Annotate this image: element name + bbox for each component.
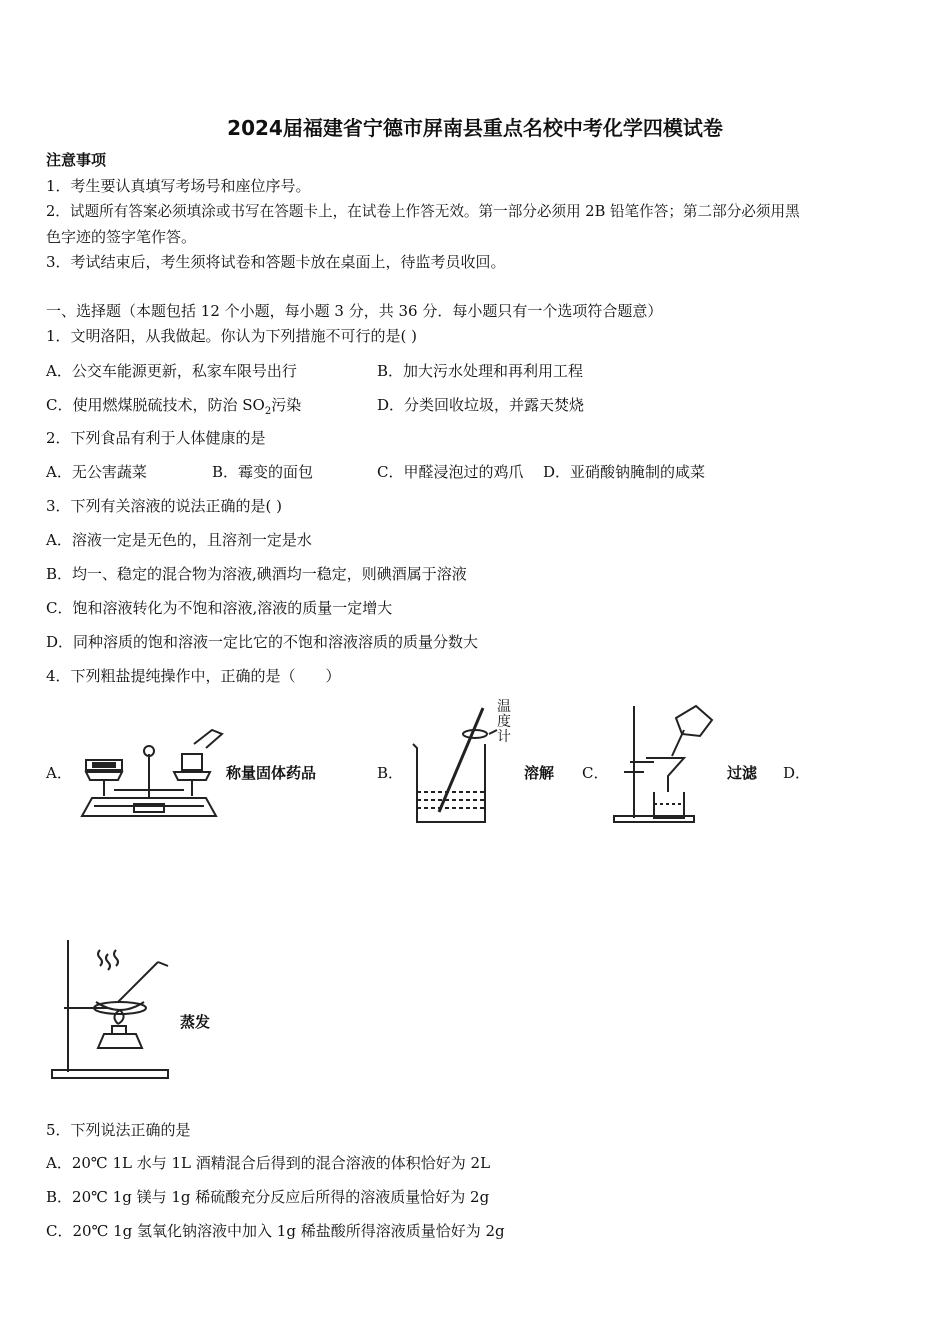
q1-option-b: B．加大污水处理和再利用工程 — [377, 362, 584, 380]
q2-option-b: B．霉变的面包 — [212, 463, 314, 481]
notice-item: 3．考试结束后，考生须将试卷和答题卡放在桌面上，待监考员收回。 — [46, 253, 506, 271]
q2-option-c: C．甲醛浸泡过的鸡爪 — [377, 463, 524, 481]
q1-option-d: D．分类回收垃圾，并露天焚烧 — [377, 396, 585, 414]
filtration-illustration — [610, 700, 722, 826]
thermometer-label-char: 度 — [497, 714, 511, 730]
balance-scale-illustration — [74, 724, 224, 824]
q3-option-a: A．溶液一定是无色的，且溶剂一定是水 — [46, 531, 312, 549]
q5-option-a: A．20℃ 1L 水与 1L 酒精混合后得到的混合溶液的体积恰好为 2L — [46, 1154, 491, 1172]
thermometer-label-char: 计 — [497, 729, 511, 745]
question-2-stem: 2．下列食品有利于人体健康的是 — [46, 429, 266, 447]
question-5-stem: 5．下列说法正确的是 — [46, 1121, 191, 1139]
q5-option-b: B．20℃ 1g 镁与 1g 稀硫酸充分反应后所得的溶液质量恰好为 2g — [46, 1188, 490, 1206]
question-3-stem: 3．下列有关溶液的说法正确的是( ) — [46, 497, 283, 515]
thermometer-label — [497, 700, 511, 745]
notice-item: 1．考生要认真填写考场号和座位序号。 — [46, 177, 311, 195]
q1-option-c — [46, 395, 301, 422]
notice-heading: 注意事项 — [46, 151, 107, 169]
q1-option-a: A．公交车能源更新，私家车限号出行 — [46, 362, 297, 380]
section-heading: 一、选择题（本题包括 12 个小题，每小题 3 分，共 36 分．每小题只有一个选项符合题意） — [46, 302, 663, 320]
q4-option-a-letter: A． — [46, 764, 72, 782]
q4-option-d-letter: D． — [783, 764, 811, 782]
question-1-stem: 1．文明洛阳，从我做起。你认为下列措施不可行的是( ) — [46, 327, 418, 345]
q4-option-c-label: 过滤 — [727, 764, 758, 782]
page-title: 2024届福建省宁德市屏南县重点名校中考化学四模试卷 — [227, 116, 723, 140]
notice-item: 2．试题所有答案必须填涂或书写在答题卡上，在试卷上作答无效。第一部分必须用 2B 铅笔作答；第二部分必须用黑 — [46, 203, 800, 220]
q5-option-c: C．20℃ 1g 氢氧化钠溶液中加入 1g 稀盐酸所得溶液质量恰好为 2g — [46, 1222, 505, 1240]
q4-option-d-label: 蒸发 — [180, 1013, 211, 1031]
q4-option-b-label: 溶解 — [524, 764, 555, 782]
evaporation-illustration — [48, 936, 174, 1082]
q3-option-c: C．饱和溶液转化为不饱和溶液,溶液的质量一定增大 — [46, 599, 393, 617]
question-4-stem: 4．下列粗盐提纯操作中，正确的是（ ） — [46, 667, 341, 685]
q2-option-d: D．亚硝酸钠腌制的咸菜 — [543, 463, 706, 481]
q3-option-b: B．均一、稳定的混合物为溶液,碘酒均一稳定，则碘酒属于溶液 — [46, 565, 467, 583]
q1-option-c-subscript: 2 — [264, 406, 272, 417]
q4-option-a-label: 称量固体药品 — [226, 764, 317, 782]
thermometer-label-char: 温 — [497, 699, 511, 715]
q4-option-c-letter: C． — [582, 764, 609, 782]
q2-option-a: A．无公害蔬菜 — [46, 463, 147, 481]
q1-option-c-text: C．使用燃煤脱硫技术，防治 SO — [46, 396, 265, 414]
notice-item: 色字迹的签字笔作答。 — [46, 228, 197, 246]
q1-option-c-text-end: 污染 — [271, 396, 302, 414]
q4-option-b-letter: B． — [377, 764, 404, 782]
q3-option-d: D．同种溶质的饱和溶液一定比它的不饱和溶液溶质的质量分数大 — [46, 633, 479, 651]
